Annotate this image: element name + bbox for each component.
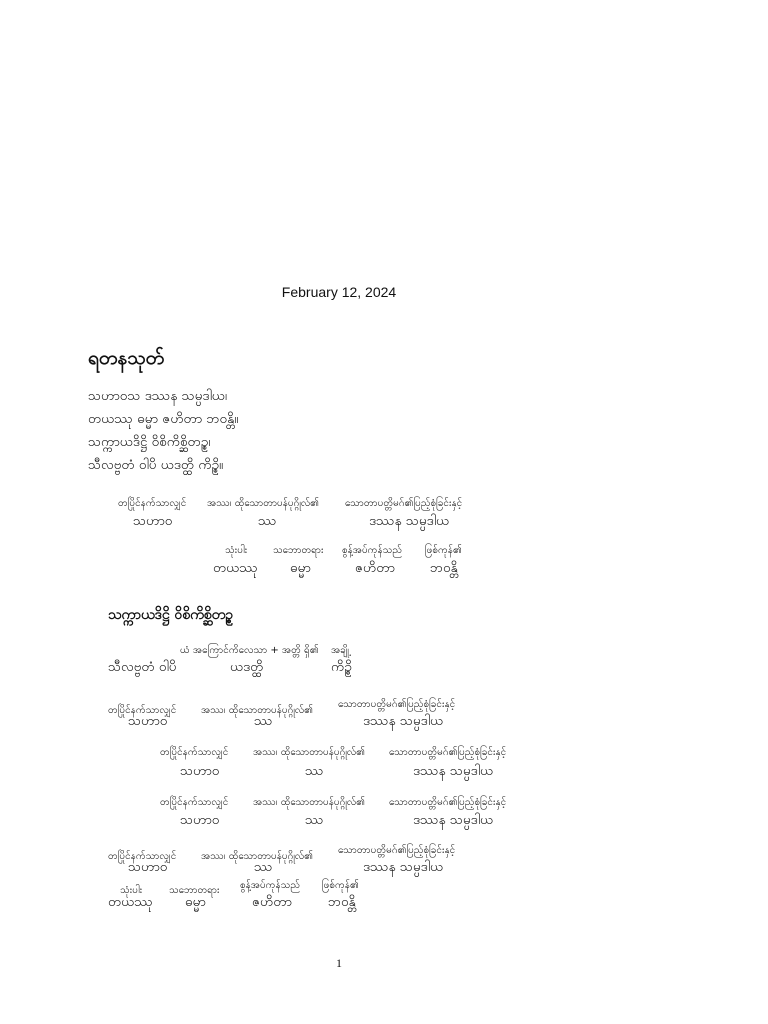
gloss-text: အဿ၊ ထိုသောတာပန်ပုဂ္ဂိုလ်၏ (201, 851, 314, 862)
pali-word: ဘဝန္တိ (430, 560, 458, 576)
pali-word: ဘဝန္တိ (328, 894, 356, 910)
gloss-text: ယံ အကြောင်ကိလေသာ + အတ္တိ ရှိ၏ (180, 645, 319, 656)
document-date: February 12, 2024 (281, 284, 397, 300)
gloss-text: သောတာပတ္တိမဂ်၏ပြည့်စုံခြင်းနှင့် (338, 699, 456, 710)
verse-line-4: သီလဗ္ဗတံ ဝါပိ ယဒတ္ထိ ကိဉ္စိ။ (88, 457, 224, 473)
pali-word: ဒဿန သမ္ပဒါယ (363, 713, 444, 729)
pali-word: သဟာ၀ (133, 513, 173, 529)
verse-line-3: သက္ကာယဒိဋ္ဌိ ဝိစိကိစ္ဆိတဉ္စ၊ (88, 434, 211, 450)
gloss-text: သုံးပါး (225, 545, 248, 556)
pali-word: ဒဿန သမ္ပဒါယ (413, 812, 494, 828)
pali-word: တယဿု (213, 560, 258, 576)
pali-word: သဟာ၀ (180, 763, 220, 779)
gloss-text: တပြိုင်နက်သာလျှင် (118, 498, 187, 509)
gloss-text: စွန့်အပ်ကုန်သည် (342, 545, 402, 556)
pali-word: ဓမ္မာ (185, 894, 206, 910)
gloss-text: တပြိုင်နက်သာလျှင် (160, 747, 229, 758)
pali-word: ဓမ္မာ (290, 560, 311, 576)
pali-word: ဇဟိတာ (252, 894, 292, 910)
verse-line-1: သဟာ၀သ ဒဿန သမ္ပဒါယ၊ (88, 388, 228, 404)
pali-word: ဿ (254, 859, 273, 875)
pali-word: ဒဿန သမ္ပဒါယ (363, 859, 444, 875)
gloss-text: သဘောတရား (169, 885, 220, 896)
gloss-text: စွန့်အပ်ကုန်သည် (240, 880, 300, 891)
gloss-text: အဿ၊ ထိုသောတာပန်ပုဂ္ဂိုလ်၏ (201, 705, 314, 716)
pali-word: သဟာ၀ (128, 859, 168, 875)
gloss-text: သဘောတရား (273, 545, 324, 556)
page-title: ရတနသုတ် (88, 347, 165, 369)
section-heading: သက္ကာယဒိဋ္ဌိ ဝိစိကိစ္ဆိတဉ္စ (108, 607, 234, 623)
gloss-text: ဖြစ်ကုန်၏ (425, 545, 462, 556)
gloss-text: သောတာပတ္တိမဂ်၏ပြည့်စုံခြင်းနှင့် (389, 747, 507, 758)
pali-word: ဿ (305, 763, 324, 779)
gloss-text: သောတာပတ္တိမဂ်၏ပြည့်စုံခြင်းနှင့် (345, 498, 463, 509)
gloss-text: အချို့ (331, 645, 349, 656)
gloss-text: သောတာပတ္တိမဂ်၏ပြည့်စုံခြင်းနှင့် (389, 797, 507, 808)
pali-word: ဿ (254, 713, 273, 729)
gloss-text: တပြိုင်နက်သာလျှင် (108, 851, 177, 862)
pali-word: သဟာ၀ (180, 812, 220, 828)
pali-word: တယဿု (108, 894, 153, 910)
gloss-text: အဿ၊ ထိုသောတာပန်ပုဂ္ဂိုလ်၏ (253, 747, 366, 758)
pali-word: ဒဿန သမ္ပဒါယ (413, 763, 494, 779)
pali-word: ဒဿန သမ္ပဒါယ (369, 513, 450, 529)
gloss-text: အဿ၊ ထိုသောတာပန်ပုဂ္ဂိုလ်၏ (253, 797, 366, 808)
page-number: 1 (336, 956, 342, 970)
pali-word: ယဒတ္ထိ (230, 659, 264, 675)
pali-word: ကိဉ္စိ (331, 659, 352, 675)
pali-word: သဟာ၀ (128, 713, 168, 729)
gloss-text: တပြိုင်နက်သာလျှင် (108, 705, 177, 716)
pali-word: ဇဟိတာ (355, 560, 395, 576)
gloss-text: အဿ၊ ထိုသောတာပန်ပုဂ္ဂိုလ်၏ (207, 498, 320, 509)
gloss-text: သုံးပါး (120, 885, 143, 896)
gloss-text: သောတာပတ္တိမဂ်၏ပြည့်စုံခြင်းနှင့် (338, 845, 456, 856)
pali-word: သီလဗ္ဗတံ ဝါပိ (108, 659, 177, 675)
gloss-text: တပြိုင်နက်သာလျှင် (160, 797, 229, 808)
verse-line-2: တယဿု ဓမ္မာ ဇဟိတာ ဘဝန္တိ။ (88, 411, 239, 427)
pali-word: ဿ (258, 513, 277, 529)
gloss-text: ဖြစ်ကုန်၏ (322, 880, 359, 891)
pali-word: ဿ (305, 812, 324, 828)
